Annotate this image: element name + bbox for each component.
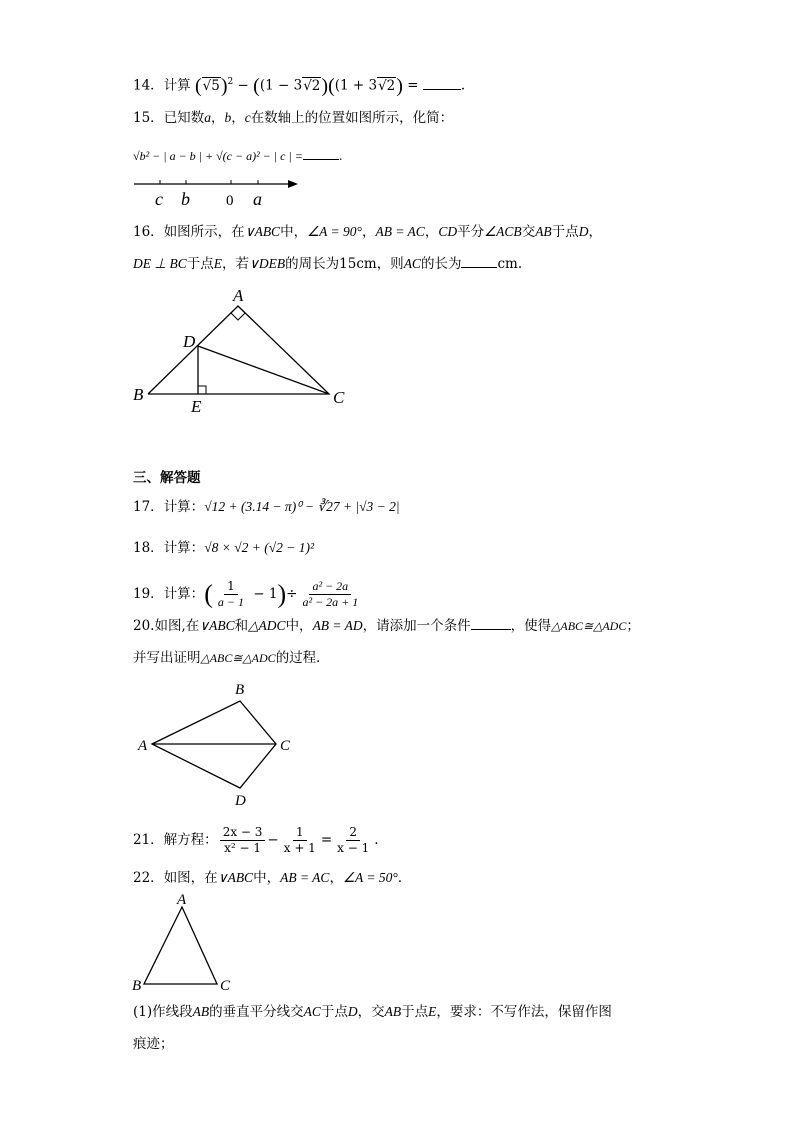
vertex-e-label: E (191, 397, 202, 416)
vertex-d-label: D (183, 332, 196, 351)
question-18: 18．计算：√8 × √2 + (√2 − 1)² (133, 540, 315, 556)
question-15-expression: √b² − | a − b | + √(c − a)² − | c | = . (133, 149, 343, 163)
question-16: 16．如图所示，在∨ABC中，∠A = 90°，AB = AC，CD平分∠ACB交AB于点D， (133, 224, 602, 240)
question-20: 20.如图,在∨ABC和△ADC中，AB = AD，请添加一个条件 ，使得△ABC≅△ADC； (133, 618, 640, 634)
arrow-icon (288, 180, 298, 188)
vertex-b-label: B (132, 978, 142, 992)
question-15: 15．已知数a，b，c在数轴上的位置如图所示，化简： (133, 110, 454, 126)
figure-16-triangle (125, 282, 355, 417)
answer-blank (423, 77, 461, 90)
vertex-c-label: C (220, 978, 231, 992)
label-c: c (155, 189, 163, 209)
question-17: 17．计算：√12 + (3.14 − π)⁰ − ∛27 + |√3 − 2| (133, 499, 400, 515)
question-22: 22．如图，在∨ABC中，AB = AC，∠A = 50°． (133, 870, 412, 886)
question-number: 14． (133, 77, 164, 94)
question-19: 19．计算：( $\frac{1}{a - 1}$ − 1)÷ $\frac{\text{a² − 2a}}{\text{a² − 2a + 1}}$ (133, 579, 359, 609)
label-a: a (253, 189, 262, 209)
vertex-a-label: A (138, 738, 148, 754)
answer-blank (303, 147, 339, 160)
vertex-c-label: C (280, 738, 291, 754)
question-22-part-1: (1)作线段AB的垂直平分线交AC于点D，交AB于点E，要求：不写作法，保留作图 (133, 1004, 612, 1020)
question-21: 21．解方程： $\frac{2x - 3}{\text{x² − 1}}$ − $\frac{1}{x + 1}$ = $\frac{2}{x - 1}$ . (133, 825, 379, 855)
vertex-a-label: A (233, 286, 244, 305)
vertex-b-label: B (235, 682, 245, 698)
figure-20-quadrilateral (130, 680, 305, 810)
label-b: b (181, 189, 190, 209)
number-line (130, 172, 305, 212)
answer-blank (461, 255, 497, 268)
question-20-line2: 并写出证明△ABC≅△ADC的过程． (133, 650, 330, 666)
vertex-b-label: B (133, 385, 144, 404)
question-14: 14．计算 $(√5)^2 - ((1 - 3√2)((1 + 3√2)$ = . (133, 75, 466, 97)
vertex-d-label: D (235, 793, 246, 809)
answer-blank (471, 617, 511, 630)
label-zero: 0 (226, 193, 234, 209)
question-16-line2: DE ⊥ BC于点E，若∨DEB的周长为15cm，则AC的长为 cm. (133, 256, 523, 272)
figure-22-triangle (130, 892, 240, 992)
section-heading: 三、解答题 (133, 470, 201, 486)
vertex-c-label: C (333, 388, 345, 407)
question-22-part-1-line2: 痕迹； (133, 1036, 174, 1052)
vertex-a-label: A (177, 892, 187, 908)
